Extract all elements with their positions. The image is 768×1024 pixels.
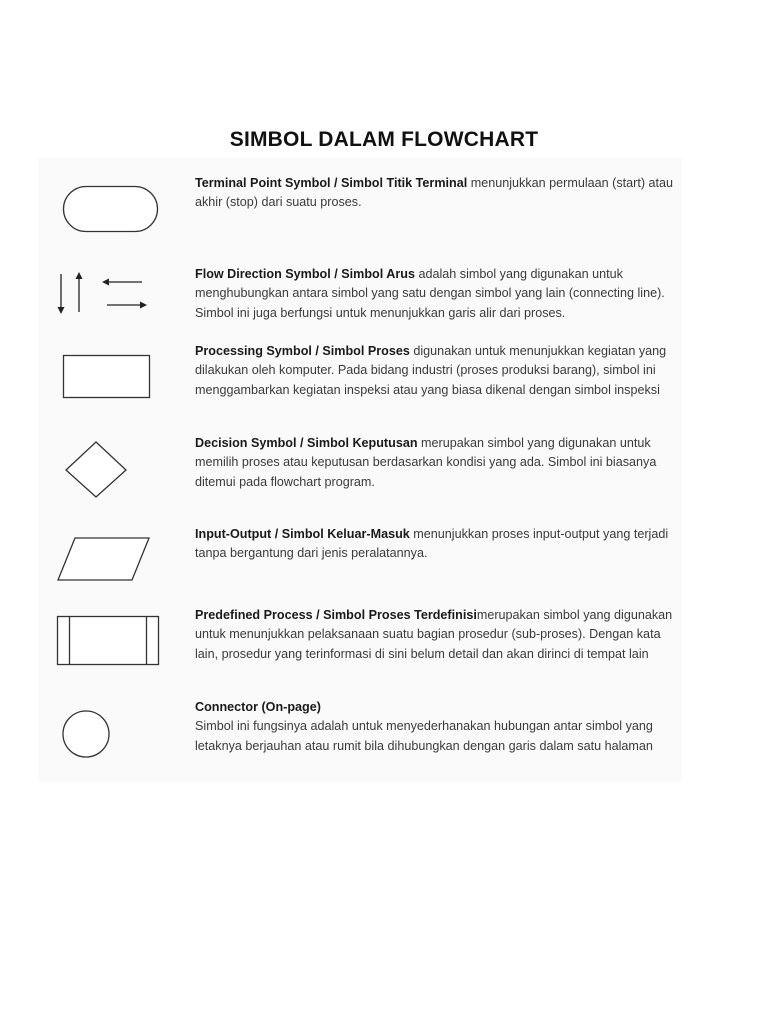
symbol-row-decision [38, 428, 682, 519]
terminal-symbol-icon [38, 158, 188, 258]
symbol-cell [38, 335, 188, 428]
symbol-description [195, 342, 679, 400]
symbol-row-input-output [38, 518, 682, 601]
symbol-row-flow-direction [38, 258, 682, 336]
symbol-description [195, 525, 679, 564]
symbol-name: Input-Output / Simbol Keluar-Masuk [195, 527, 410, 541]
symbol-description-text: merupakan simbol yang digunakan untuk menunjukkan pelaksanaan suatu bagian prosedur (sub-proses). Dengan kata lain, prosedur yang terinformasi di sini belum detail dan akan dirinci di tempat lain [195, 608, 673, 661]
symbol-description [195, 174, 679, 213]
symbol-cell [38, 158, 188, 258]
symbol-description [195, 434, 679, 492]
symbol-row-processing [38, 335, 682, 429]
symbol-description-text: menunjukkan permulaan (start) atau akhir (stop) dari suatu proses. [195, 176, 674, 210]
symbol-name: Connector (On-page) [195, 700, 321, 714]
page-title: SIMBOL DALAM FLOWCHART [229, 128, 539, 151]
symbol-name: Processing Symbol / Simbol Proses [195, 344, 410, 358]
symbol-row-connector [38, 692, 682, 782]
symbol-cell [38, 692, 188, 782]
symbol-row-terminal [38, 158, 682, 259]
symbol-name: Predefined Process / Simbol Proses Terdefinisi [195, 608, 477, 622]
symbol-name: Terminal Point Symbol / Simbol Titik Terminal [195, 176, 468, 190]
input-output-parallelogram-icon [38, 518, 188, 600]
symbol-name: Decision Symbol / Simbol Keputusan [195, 436, 418, 450]
connector-circle-icon [38, 692, 188, 782]
symbol-cell [38, 600, 188, 692]
symbol-description-text: menunjukkan proses input-output yang terjadi tanpa bergantung dari jenis peralatannya. [195, 527, 669, 561]
processing-rectangle-icon [38, 335, 188, 428]
symbol-cell [38, 518, 188, 600]
decision-diamond-icon [38, 428, 188, 518]
symbol-cell [38, 428, 188, 518]
symbol-description-text: Simbol ini fungsinya adalah untuk menyederhanakan hubungan antar simbol yang letaknya berjauhan atau rumit bila dihubungkan dengan garis dalam satu halaman [195, 719, 653, 753]
symbol-description-text: digunakan untuk menunjukkan kegiatan yang dilakukan oleh komputer. Pada bidang industri (proses produksi barang), simbol ini menggambarkan kegiatan inspeksi atau yang biasa dikenal dengan simbol inspeksi [195, 344, 667, 397]
symbol-description-text: adalah simbol yang digunakan untuk menghubungkan antara simbol yang satu dengan simbol yang lain (connecting line). Simbol ini juga berfungsi untuk menunjukkan garis alir dari proses. [195, 267, 665, 320]
symbol-description [195, 698, 679, 756]
symbol-row-predefined-process [38, 600, 682, 693]
symbol-description-text: merupakan simbol yang digunakan untuk memilih proses atau keputusan berdasarkan kondisi yang ada. Simbol ini biasanya ditemui pada flowchart program. [195, 436, 657, 489]
symbol-description [195, 606, 679, 664]
symbol-description [195, 265, 679, 323]
flow-direction-arrows-icon [38, 258, 188, 335]
symbol-cell [38, 258, 188, 335]
predefined-process-icon [38, 600, 188, 692]
symbol-name: Flow Direction Symbol / Simbol Arus [195, 267, 415, 281]
